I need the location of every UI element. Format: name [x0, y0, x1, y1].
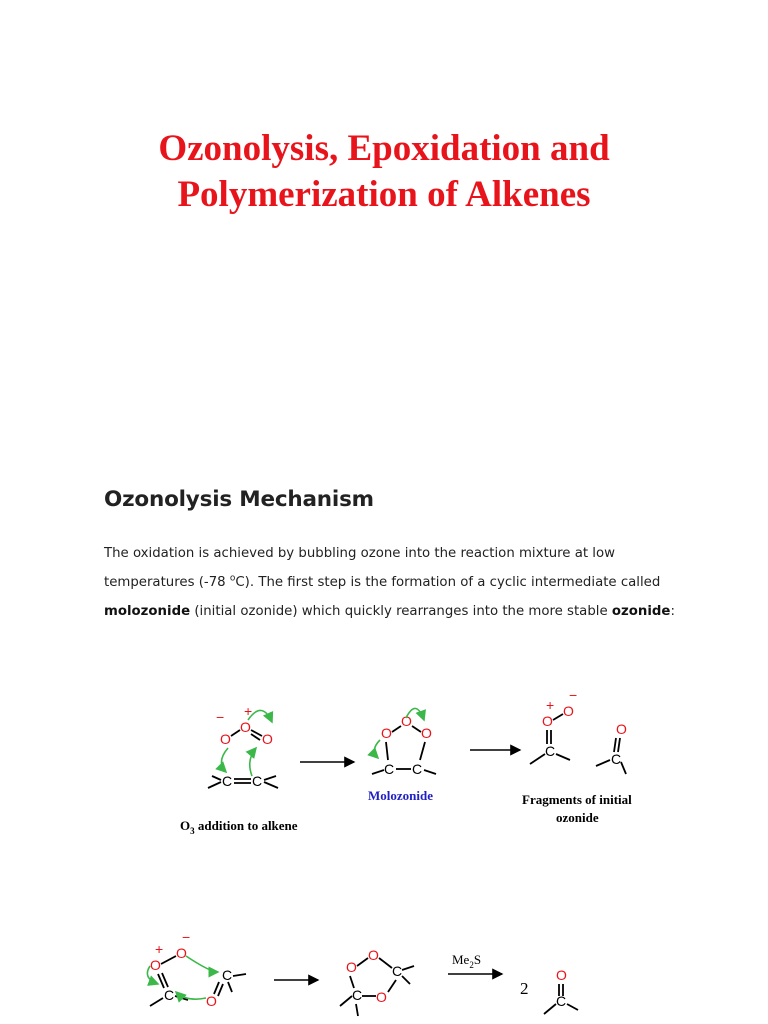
para-text: : [670, 604, 675, 619]
carbon-atom: C [392, 963, 403, 979]
ozonide-structure [340, 947, 414, 1016]
carbon-atom: C [252, 773, 263, 789]
oxygen-atom: O [616, 721, 627, 737]
carbonyl-product-structure [544, 967, 578, 1014]
carbon-atom: C [545, 743, 556, 759]
molozonide-structure [368, 708, 436, 803]
oxygen-atom: O [368, 947, 379, 963]
minus-charge: − [182, 929, 191, 945]
carbon-atom: C [556, 993, 567, 1009]
carbon-atom: C [611, 751, 622, 767]
molozonide-label: Molozonide [368, 788, 433, 803]
oxygen-atom: O [542, 713, 553, 729]
carbon-atom: C [384, 761, 395, 777]
oxygen-atom: O [346, 959, 357, 975]
fragments-label-line-1: Fragments of initial [522, 792, 632, 807]
o3-addition-label: $O_3$ addition to alkene [180, 818, 298, 836]
oxygen-atom: O [381, 725, 392, 741]
plus-charge: + [155, 941, 164, 957]
reagent-label: $Me_2S$ [452, 952, 482, 970]
plus-charge: + [244, 703, 253, 719]
section-paragraph [104, 539, 714, 626]
oxygen-atom: O [176, 945, 187, 961]
title-line-2: Polymerization of Alkenes [177, 174, 591, 215]
mechanism-diagram [0, 680, 768, 1024]
para-line-2 [104, 568, 714, 597]
oxygen-atom: O [401, 713, 412, 729]
plus-charge: + [546, 697, 555, 713]
degree-mark: o [229, 573, 236, 584]
title-line-1: Ozonolysis, Epoxidation and [158, 128, 610, 169]
oxygen-atom: O [240, 719, 251, 735]
carbon-atom: C [352, 987, 363, 1003]
para-line-3 [104, 597, 714, 626]
fragments-recombination-structure [147, 929, 246, 1009]
reaction-scheme [0, 680, 768, 1024]
oxygen-atom: O [220, 731, 231, 747]
carbon-atom: C [412, 761, 423, 777]
oxygen-atom: O [376, 989, 387, 1005]
para-text: C). The first step is the formation of a cyclic intermediate called [235, 575, 661, 590]
fragments-label-line-2: ozonide [556, 810, 599, 825]
para-line-1: The oxidation is achieved by bubbling ozone into the reaction mixture at low [104, 546, 616, 561]
oxygen-atom: O [150, 957, 161, 973]
term-molozonide: molozonide [104, 604, 191, 619]
minus-charge: − [216, 709, 225, 725]
minus-charge: − [569, 687, 578, 703]
oxygen-atom: O [556, 967, 567, 983]
page-title [0, 126, 768, 218]
para-text: (initial ozonide) which quickly rearranges into the more stable [190, 604, 612, 619]
term-ozonide: ozonide [611, 604, 671, 619]
carbon-atom: C [222, 967, 233, 983]
section-heading: Ozonolysis Mechanism [104, 487, 374, 512]
para-text: temperatures (-78 [104, 575, 230, 590]
carbon-atom: C [164, 987, 175, 1003]
coefficient: 2 [520, 979, 529, 998]
oxygen-atom: O [262, 731, 273, 747]
oxygen-atom: O [421, 725, 432, 741]
carbon-atom: C [222, 773, 233, 789]
ozone-alkene-structure [208, 703, 278, 789]
oxygen-atom: O [563, 703, 574, 719]
oxygen-atom: O [206, 993, 217, 1009]
fragments-structure [522, 687, 632, 825]
